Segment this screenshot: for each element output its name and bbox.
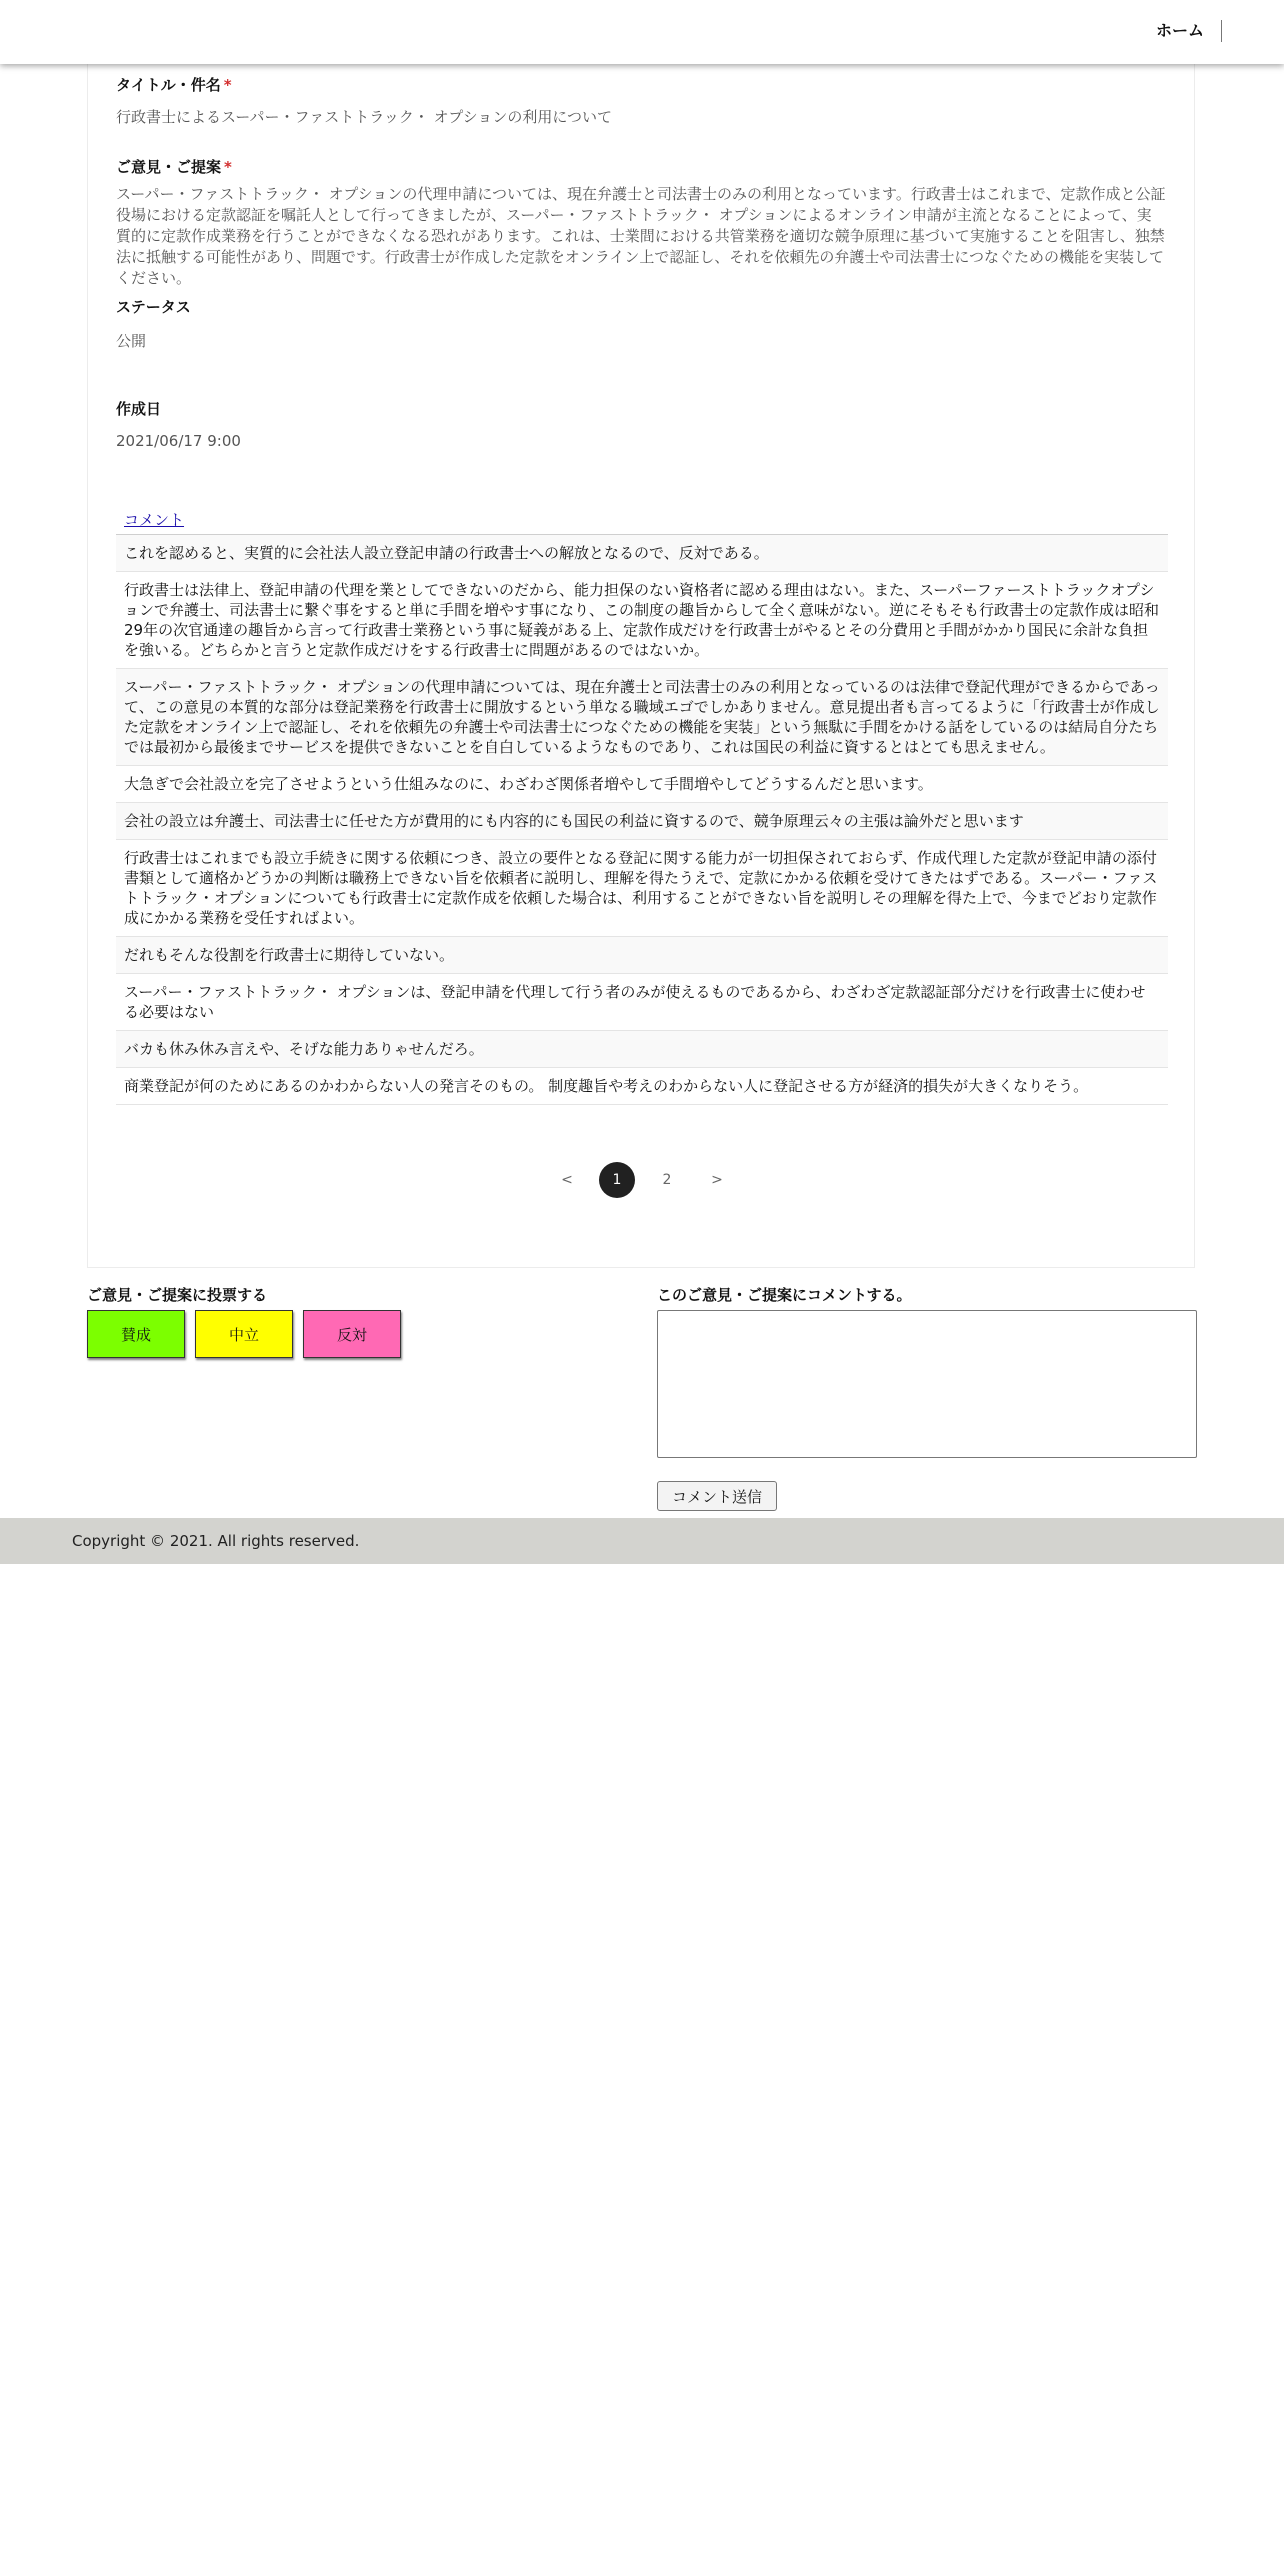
agree-button[interactable]: 賛成 [87,1310,185,1358]
copyright-text: Copyright © 2021. All rights reserved. [72,1532,360,1550]
comments-header [116,500,1168,535]
title-label-text: タイトル・件名 [116,76,221,94]
pagination-page-2[interactable]: 2 [662,1172,672,1188]
comment-row: 大急ぎで会社設立を完了させようという仕組みなのに、わざわざ関係者増やして手間増やしてどうするんだと思います。 [116,766,1168,803]
title-value: 行政書士によるスーパー・ファストトラック・ オプションの利用について [116,108,613,126]
pagination-prev[interactable]: < [561,1172,573,1188]
status-value: 公開 [116,332,147,350]
comment-row: スーパー・ファストトラック・ オプションは、登記申請を代理して行う者のみが使えるものであるから、わざわざ定款認証部分だけを行政書士に使わせる必要はない [116,974,1168,1031]
comment-row: だれもそんな役割を行政書士に期待していない。 [116,937,1168,974]
pagination-page-1[interactable]: 1 [599,1162,635,1198]
proposal-card [87,64,1195,1268]
comment-row: バカも休み休み言えや、そげな能力ありゃせんだろ。 [116,1031,1168,1068]
navbar [0,0,1284,64]
proposal-label [116,156,232,177]
comment-row: 会社の設立は弁護士、司法書士に任せた方が費用的にも内容的にも国民の利益に資するので、競争原理云々の主張は論外だと思います [116,803,1168,840]
oppose-button[interactable]: 反対 [303,1310,401,1358]
comment-row: 行政書士は法律上、登記申請の代理を業としてできないのだから、能力担保のない資格者に認める理由はない。また、スーパーファーストトラックオプションで弁護士、司法書士に繋ぐ事をすると単に手間を増やす事になり、この制度の趣旨からして全く意味がない。逆にそもそも行政書士の定款作成は昭和29年の次官通達の趣旨から言って行政書士業務という事に疑義がある上、定款作成だけを行政書士がやるとその分費用と手間がかかり国民に余計な負担を強いる。どちらかと言うと定款作成だけをする行政書士に問題があるのではないか。 [116,572,1168,669]
status-label: ステータス [116,298,191,316]
footer [0,1518,1284,1564]
comments-header-link[interactable]: コメント [124,511,185,529]
comment-textarea[interactable] [657,1310,1197,1458]
proposal-label-text: ご意見・ご提案 [116,158,222,176]
comment-row: 商業登記が何のためにあるのかわからない人の発言そのもの。 制度趣旨や考えのわからない人に登記させる方が経済的損失が大きくなりそう。 [116,1068,1168,1105]
neutral-button[interactable]: 中立 [195,1310,293,1358]
proposal-value[interactable]: スーパー・ファストトラック・ オプションの代理申請については、現在弁護士と司法書士のみの利用となっています。行政書士はこれまで、定款作成と公証役場における定款認証を嘱託人として行ってきましたが、スーパー・ファストトラック・ オプションによるオンライン申請が主流となることによって、実質的に定款作成業務を行うことができなくなる恐れがあります。これは、士業間における共管業務を適切な競争原理に基づいて実施することを阻害し、独禁法に抵触する可能性があり、問題です。行政書士が作成した定款をオンライン上で認証し、それを依頼先の弁護士や司法書士につなぐための機能を実装してください。 [116,185,1166,287]
comment-row: スーパー・ファストトラック・ オプションの代理申請については、現在弁護士と司法書士のみの利用となっているのは法律で登記代理ができるからであって、この意見の本質的な部分は登記業務を行政書士に開放するという単なる職域エゴでしかありません。意見提出者も言ってるように「行政書士が作成した定款をオンライン上で認証し、それを依頼先の弁護士や司法書士につなぐための機能を実装」という無駄に手間をかける話をしているのは結局自分たちでは最初から最後までサービスを提供できないことを自白しているようなものであり、これは国民の利益に資するとはとても思えません。 [116,669,1168,766]
comments-table [116,500,1168,1105]
required-mark: * [223,76,232,94]
comment-row: これを認めると、実質的に会社法人設立登記申請の行政書士への解放となるので、反対である。 [116,535,1168,572]
nav-divider [1221,20,1222,42]
created-value: 2021/06/17 9:00 [116,432,241,450]
comment-row: 行政書士はこれまでも設立手続きに関する依頼につき、設立の要件となる登記に関する能力が一切担保されておらず、作成代理した定款が登記申請の添付書類として適格かどうかの判断は職務上できない旨を依頼者に説明し、理解を得たうえで、定款にかかる依頼を受けてきたはずである。スーパー・ファストトラック・オプションについても行政書士に定款作成を依頼した場合は、利用することができない旨を説明しその理解を得た上で、今までどおり定款作成にかかる業務を受任すればよい。 [116,840,1168,937]
comment-form-title: このご意見・ご提案にコメントする。 [657,1286,912,1304]
pagination [88,1162,1196,1198]
title-label [116,74,232,95]
comment-list [116,535,1168,1105]
pagination-next[interactable]: > [711,1172,723,1188]
comment-submit-button[interactable]: コメント送信 [657,1481,777,1511]
required-mark: * [224,158,232,176]
created-label: 作成日 [116,400,162,418]
vote-title: ご意見・ご提案に投票する [87,1286,268,1304]
nav-home-link[interactable]: ホーム [1155,21,1204,40]
